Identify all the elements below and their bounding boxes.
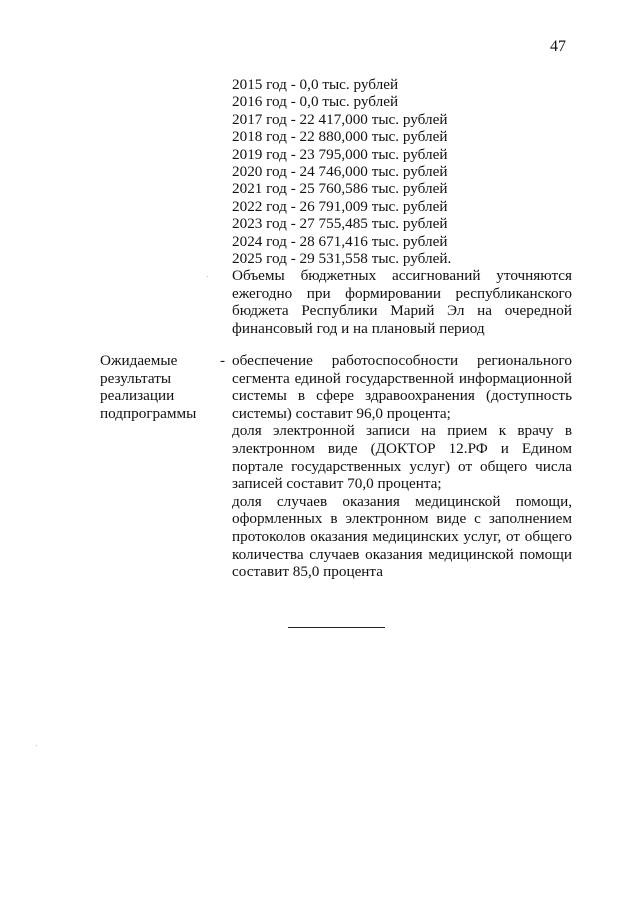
expected-results-list bbox=[232, 352, 572, 581]
funding-by-year bbox=[232, 76, 572, 337]
funding-year-2022: 2022 год - 26 791,009 тыс. рублей bbox=[232, 197, 448, 215]
funding-year-2025: 2025 год - 29 531,558 тыс. рублей. bbox=[232, 250, 452, 268]
funding-year-2019: 2019 год - 23 795,000 тыс. рублей bbox=[232, 145, 448, 163]
funding-year-2015: 2015 год - 0,0 тыс. рублей bbox=[232, 76, 399, 93]
funding-year-2024: 2024 год - 28 671,416 тыс. рублей bbox=[232, 232, 448, 250]
label-line: Ожидаемые bbox=[100, 352, 178, 369]
funding-year-2016: 2016 год - 0,0 тыс. рублей bbox=[232, 93, 399, 111]
result-item-electronic-appointments: доля электронной записи на прием к врачу в электронном виде (ДОКТОР 12.РФ и Едином портале государственных услуг) от общего числа записей составит 70,0 процента; bbox=[232, 422, 572, 493]
result-item-electronic-records: доля случаев оказания медицинской помощи, оформленных в электронном виде с заполнением протоколов оказания медицинских услуг, от общего количества случаев оказания медицинской помощи составит 85,0 процента bbox=[232, 492, 572, 581]
end-divider bbox=[288, 627, 385, 628]
funding-year-2023: 2023 год - 27 755,485 тыс. рублей bbox=[232, 215, 448, 233]
scan-speck bbox=[36, 745, 37, 746]
funding-year-2018: 2018 год - 22 880,000 тыс. рублей bbox=[232, 128, 448, 146]
funding-year-2021: 2021 год - 25 760,586 тыс. рублей bbox=[232, 180, 448, 198]
expected-results-label bbox=[100, 352, 220, 422]
label-line: результаты bbox=[100, 369, 172, 387]
label-line: реализации bbox=[100, 387, 175, 405]
result-item-system-availability: обеспечение работоспособности регионального сегмента единой государственной информационной системы в сфере здравоохранения (доступность системы) составит 96,0 процента; bbox=[232, 352, 572, 422]
page-number: 47 bbox=[550, 38, 566, 55]
label-line: подпрограммы bbox=[100, 404, 197, 422]
funding-note: Объемы бюджетных ассигнований уточняются ежегодно при формировании республиканского бюджета Республики Марий Эл на очередной финансовый год и на плановый период bbox=[232, 267, 572, 337]
scan-speck bbox=[207, 276, 208, 277]
funding-year-2017: 2017 год - 22 417,000 тыс. рублей bbox=[232, 110, 448, 128]
label-dash: - bbox=[220, 352, 226, 369]
funding-year-2020: 2020 год - 24 746,000 тыс. рублей bbox=[232, 163, 448, 181]
